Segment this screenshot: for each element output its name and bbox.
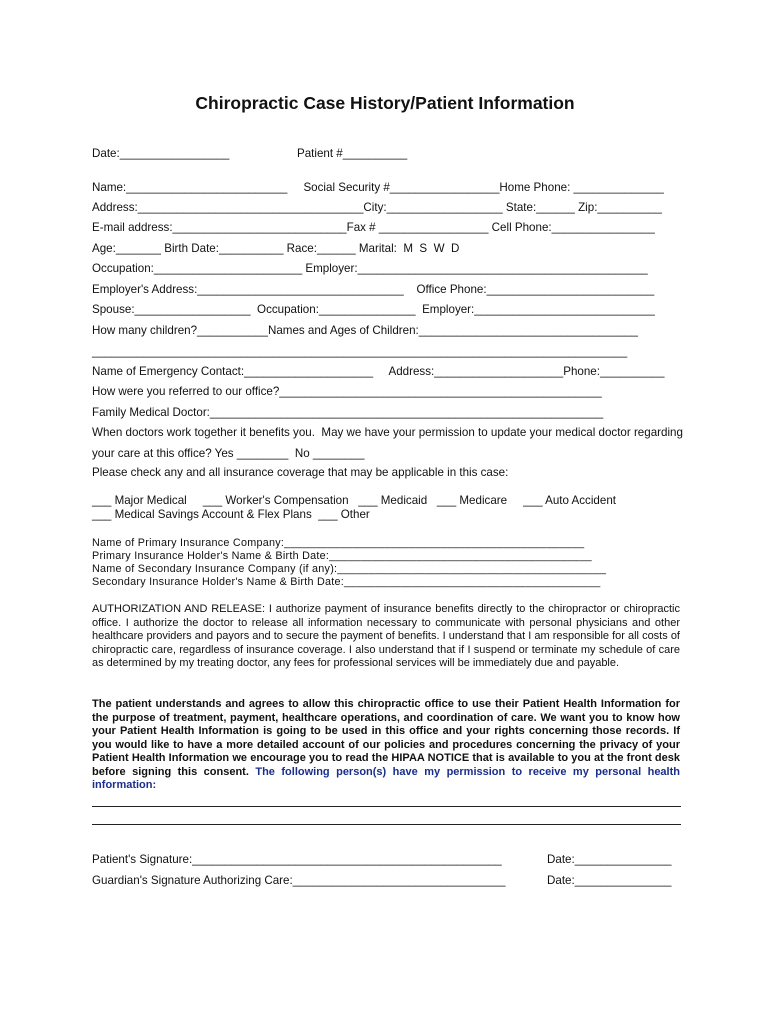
hipaa-permission-text: The following person(s) have my permission to receive my personal health information: (92, 765, 680, 791)
patient-signature-line[interactable]: Patient's Signature:________________________________________________ (92, 853, 502, 866)
permission-question: When doctors work together it benefits you. May we have your permission to update your medical doctor regarding (92, 426, 683, 439)
secondary-insurance-company-line[interactable]: Name of Secondary Insurance Company (if any):___________________________________________ (92, 563, 607, 575)
guardian-signature-date[interactable]: Date:_______________ (547, 874, 672, 887)
spouse-line[interactable]: Spouse:__________________ Occupation:_______________ Employer:____________________________ (92, 303, 655, 316)
emergency-contact-line[interactable]: Name of Emergency Contact:____________________ Address:____________________Phone:__________ (92, 365, 665, 378)
insurance-options-row-2[interactable]: ___ Medical Savings Account & Flex Plans ___ Other (92, 508, 370, 521)
secondary-holder-line[interactable]: Secondary Insurance Holder's Name & Birth Date:_________________________________________ (92, 576, 601, 588)
authorization-release-paragraph: AUTHORIZATION AND RELEASE: I authorize payment of insurance benefits directly to the chiropractor or chiropractic office. I authorize the doctor to release all information necessary to communicate with personal physicians and other healthcare providers and payors and to secure the payment of benefits. I understand that I am responsible for all costs of chiropractic care, regardless of insurance coverage. I also understand that if I suspend or terminate my schedule of care as determined by my treating doctor, any fees for professional services will be immediately due and payable. (92, 603, 680, 669)
hipaa-consent-paragraph (92, 698, 680, 793)
children-line[interactable]: How many children?___________Names and Ages of Children:__________________________________ (92, 324, 638, 337)
hipaa-consent-text: The patient understands and agrees to allow this chiropractic office to use their Patient Health Information for the purpose of treatment, payment, healthcare operations, and coordination of care. We want you to know how your Patient Health Information is going to be used in this office and your rights concerning those records. If you would like to have a more detailed account of our policies and procedures concerning the privacy of your Patient Health Information we encourage you to read the HIPAA NOTICE that is available to you at the front desk before signing this consent. (92, 698, 680, 778)
age-birth-race-marital-line[interactable]: Age:_______ Birth Date:__________ Race:______ Marital: M S W D (92, 242, 460, 255)
employer-address-phone-line[interactable]: Employer's Address:________________________________ Office Phone:__________________________ (92, 283, 655, 296)
occupation-employer-line[interactable]: Occupation:_______________________ Employer:_____________________________________________ (92, 262, 648, 275)
guardian-signature-line[interactable]: Guardian's Signature Authorizing Care:_________________________________ (92, 874, 506, 887)
insurance-check-instruction: Please check any and all insurance coverage that may be applicable in this case: (92, 466, 509, 479)
primary-insurance-company-line[interactable]: Name of Primary Insurance Company:________________________________________________ (92, 537, 585, 549)
authorized-person-line-2[interactable] (92, 824, 681, 825)
children-continuation-line[interactable]: ___________________________________________________________________________________ (92, 345, 628, 358)
form-title: Chiropractic Case History/Patient Information (195, 93, 575, 113)
address-city-state-zip-line[interactable]: Address:___________________________________City:__________________ State:______ Zip:__________ (92, 201, 662, 214)
family-doctor-line[interactable]: Family Medical Doctor:_____________________________________________________________ (92, 406, 604, 419)
insurance-options-row-1[interactable]: ___ Major Medical ___ Worker's Compensation ___ Medicaid ___ Medicare ___ Auto Accident (92, 494, 616, 507)
name-ssn-home-phone-line[interactable]: Name:_________________________ Social Security #_________________Home Phone: ______________ (92, 181, 664, 194)
patient-signature-date[interactable]: Date:_______________ (547, 853, 672, 866)
permission-yes-no-line[interactable]: your care at this office? Yes ________ No ________ (92, 447, 365, 460)
authorized-person-line-1[interactable] (92, 806, 681, 807)
referral-line[interactable]: How were you referred to our office?__________________________________________________ (92, 385, 602, 398)
primary-holder-line[interactable]: Primary Insurance Holder's Name & Birth Date:__________________________________________ (92, 550, 592, 562)
date-patient-number-line[interactable]: Date:_________________ Patient #__________ (92, 147, 408, 160)
email-fax-cell-line[interactable]: E-mail address:___________________________Fax # _________________ Cell Phone:________________ (92, 221, 655, 234)
